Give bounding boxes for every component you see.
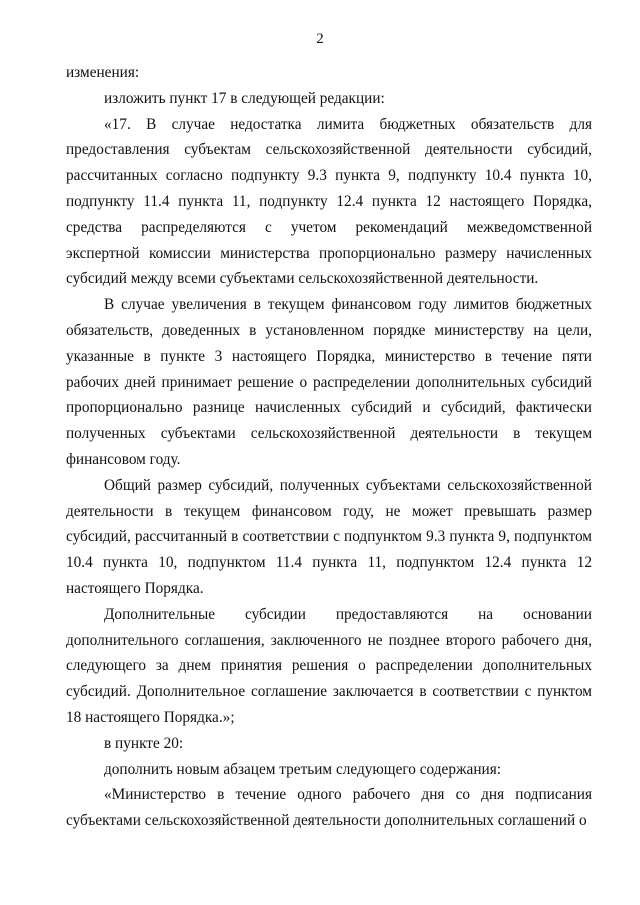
paragraph-additional-subsidies: Дополнительные субсидии предоставляются на основании дополнительного соглашения, заключенного не позднее второго рабочего дня, следующего за днем принятия решения о распределении дополнительных субсидий. Дополнительное соглашение заключается в соответствии с пунктом 18 настоящего Порядка.»; [66,605,592,726]
paragraph-point-17: «17. В случае недостатка лимита бюджетных обязательств для предоставления субъектам сельскохозяйственной деятельности субсидий, рассчитанных согласно подпункту 9.3 пункта 9, подпункту 10.4 пункта 10, подпункту 11.4 пункта 11, подпункту 12.4 пункта 12 настоящего Порядка, средства распределяются с учетом рекомендаций межведомственной экспертной комиссии министерства пропорционально размеру начисленных субсидий между всеми субъектами сельскохозяйственной деятельности. [66,115,592,288]
paragraph-add-third-indent: дополнить новым абзацем третьим следующего содержания: [104,760,501,778]
paragraph-total-subsidy: Общий размер субсидий, полученных субъектами сельскохозяйственной деятельности в текущем финансовом году, не может превышать размер субсидий, рассчитанный в соответствии с подпунктом 9.3 пункта 9, подпунктом 10.4 пункта 10, подпунктом 11.4 пункта 11, подпунктом 12.4 пункта 12 настоящего Порядка. [66,476,592,597]
paragraph-point-20: в пункте 20: [104,734,184,752]
paragraph-continuation: изменения: [66,64,140,81]
paragraph-limit-increase: В случае увеличения в текущем финансовом году лимитов бюджетных обязательств, доведенных в установленном порядке министерству на цели, указанные в пункте 3 настоящего Порядка, министерство в течение пяти рабочих дней принимает решение о распределении дополнительных субсидий пропорционально разнице начисленных субсидий и субсидий, фактически полученных субъектами сельскохозяйственной деятельности в текущем финансовом году. [66,296,592,468]
paragraph-ministry: «Министерство в течение одного рабочего дня со дня подписания субъектами сельскохозяйственной деятельности дополнительных соглашений о [66,786,592,830]
paragraph-amend-point-17: изложить пункт 17 в следующей редакции: [104,89,385,107]
document-body [66,60,592,834]
page-number: 2 [316,31,324,47]
